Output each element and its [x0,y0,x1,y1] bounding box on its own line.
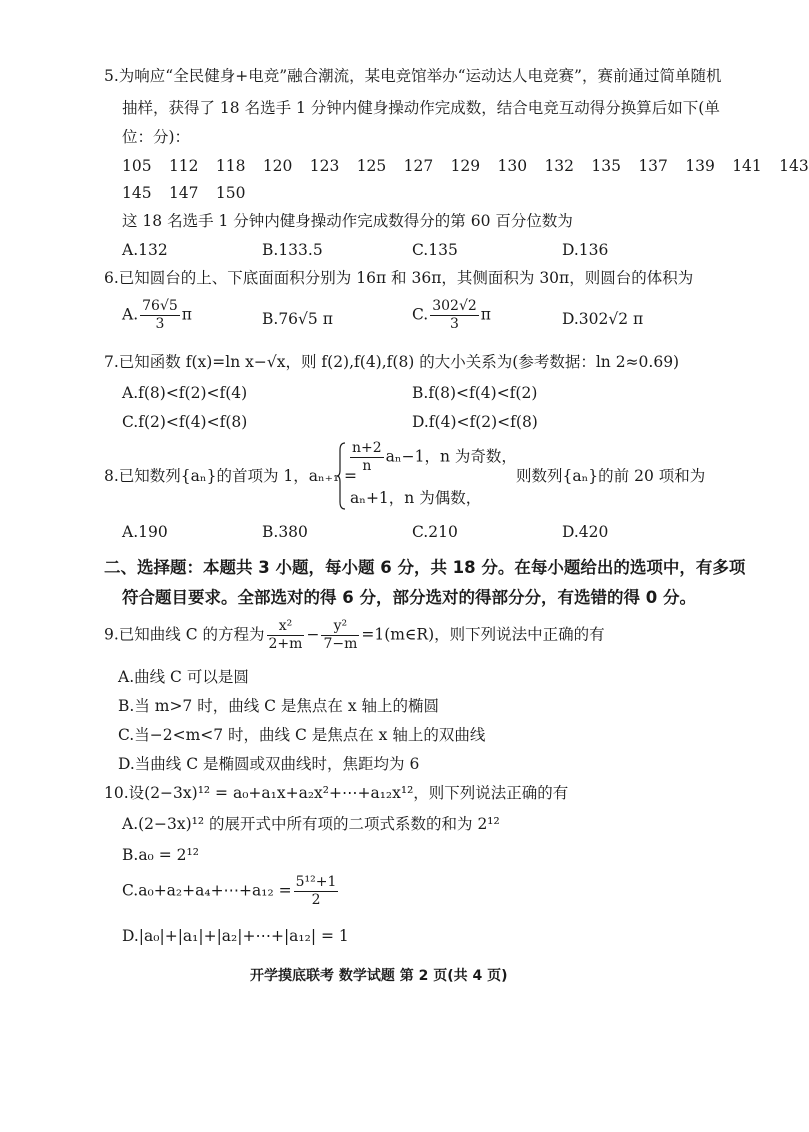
data-value: 137 [638,157,668,175]
q9-stem [104,618,605,653]
fraction-denominator: 2 [311,892,321,908]
data-value: 127 [403,157,434,175]
q10-option-b: B.a₀ = 2¹² [122,846,199,864]
q10-option-d: D.|a₀|+|a₁|+|a₂|+⋯+|a₁₂| = 1 [122,927,349,945]
fraction-denominator: 3 [450,316,459,332]
fraction-numerator: x² [267,618,305,636]
q5-question: 这 18 名选手 1 分钟内健身操动作完成数得分的第 60 百分位数为 [122,212,573,230]
option-tail: π [480,305,491,324]
fraction [430,298,479,333]
data-value: 120 [262,157,293,175]
q6-option-b: B.76√5 π [262,310,333,328]
data-value: 130 [497,157,528,175]
q8-stem-right: 则数列{aₙ}的前 20 项和为 [516,467,706,485]
fraction-denominator: 2+m [268,636,303,652]
q5-option-b: B.133.5 [262,241,323,259]
q8-stem-left: 8.已知数列{aₙ}的首项为 1，aₙ₊₁ = [104,467,358,485]
q9-stem-a: 9.已知曲线 C 的方程为 [104,625,265,644]
q6-option-a [122,298,192,333]
data-value: 147 [168,184,199,202]
fraction [350,440,384,475]
fraction [267,618,305,653]
fraction-numerator: y² [321,618,359,636]
data-value: 129 [450,157,481,175]
q10-option-c [122,874,340,909]
data-value: 118 [215,157,246,175]
data-value: 132 [544,157,575,175]
fraction-numerator: n+2 [352,440,382,456]
data-value: 143 [779,157,809,175]
minus-sign: − [306,625,320,644]
q5-line2: 抽样，获得了 18 名选手 1 分钟内健身操动作完成数，结合电竞互动得分换算后如下(单 [122,99,720,117]
fraction-denominator: 3 [155,316,165,332]
fraction [294,874,339,909]
data-value: 123 [309,157,340,175]
q7-stem: 7.已知函数 f(x)=ln x−√x，则 f(2),f(4),f(8) 的大小关系为(参考数据：ln 2≈0.69) [104,353,680,371]
q9-option-c: C.当−2<m<7 时，曲线 C 是焦点在 x 轴上的双曲线 [118,726,486,744]
q5-option-c: C.135 [412,241,458,259]
q8-option-d: D.420 [562,523,609,541]
q9-stem-b: =1(m∈R)，则下列说法中正确的有 [361,625,605,644]
page-footer: 开学摸底联考 数学试题 第 2 页(共 4 页) [250,968,508,984]
q9-option-a: A.曲线 C 可以是圆 [118,668,249,686]
q6-option-d: D.302√2 π [562,310,644,328]
q6-stem: 6.已知圆台的上、下底面面积分别为 16π 和 36π，其侧面积为 30π，则圆台的体积为 [104,269,694,287]
q10-option-c-left: C.a₀+a₂+a₄+⋯+a₁₂ = [122,881,292,900]
q9-option-b: B.当 m>7 时，曲线 C 是焦点在 x 轴上的椭圆 [118,697,440,715]
q10-option-a: A.(2−3x)¹² 的展开式中所有项的二项式系数的和为 2¹² [122,815,500,833]
left-brace-icon [336,442,346,510]
q8-option-b: B.380 [262,523,308,541]
fraction-denominator: 7−m [323,636,358,652]
data-value: 150 [215,184,246,202]
q8-option-a: A.190 [122,523,168,541]
q7-option-b: B.f(8)<f(4)<f(2) [412,384,538,402]
q5-option-d: D.136 [562,241,609,259]
q5-line3: 位：分)： [122,128,191,146]
q9-option-d: D.当曲线 C 是椭圆或双曲线时，焦距均为 6 [118,755,420,773]
data-value: 105 [122,157,152,175]
option-label: A. [122,305,139,324]
data-value: 141 [732,157,762,175]
q5-data-row-2 [122,181,258,205]
option-tail: π [181,305,192,324]
q8-case-even: aₙ+1，n 为偶数， [350,489,482,507]
q10-stem: 10.设(2−3x)¹² = a₀+a₁x+a₂x²+⋯+a₁₂x¹²，则下列说法正确的有 [104,784,569,802]
data-value: 145 [122,184,152,202]
fraction-numerator: 5¹²+1 [295,874,337,890]
section-2-line2: 符合题目要求。全部选对的得 6 分，部分选对的得部分分，有选错的得 0 分。 [122,588,696,607]
fraction-numerator: 76√5 [142,298,178,314]
fraction [321,618,359,653]
q7-option-d: D.f(4)<f(2)<f(8) [412,413,538,431]
data-value: 139 [685,157,715,175]
section-2-line1: 二、选择题：本题共 3 小题，每小题 6 分，共 18 分。在每小题给出的选项中，有多项 [104,558,746,577]
q6-option-c [412,298,491,333]
q7-option-a: A.f(8)<f(2)<f(4) [122,384,248,402]
data-value: 125 [356,157,387,175]
fraction-numerator: 302√2 [432,298,477,314]
q7-option-c: C.f(2)<f(4)<f(8) [122,413,248,431]
fraction [140,298,180,333]
data-value: 112 [168,157,199,175]
q8-option-c: C.210 [412,523,458,541]
q5-option-a: A.132 [122,241,168,259]
fraction-denominator: n [362,458,372,474]
case-odd-tail: aₙ−1，n 为奇数， [385,447,517,466]
q5-data-row-1 [122,154,809,178]
q8-case-odd [348,440,517,475]
data-value: 135 [591,157,621,175]
q5-line1: 5.为响应“全民健身+电竞”融合潮流，某电竞馆举办“运动达人电竞赛”，赛前通过简单随机 [104,67,722,85]
option-label: C. [412,305,429,324]
